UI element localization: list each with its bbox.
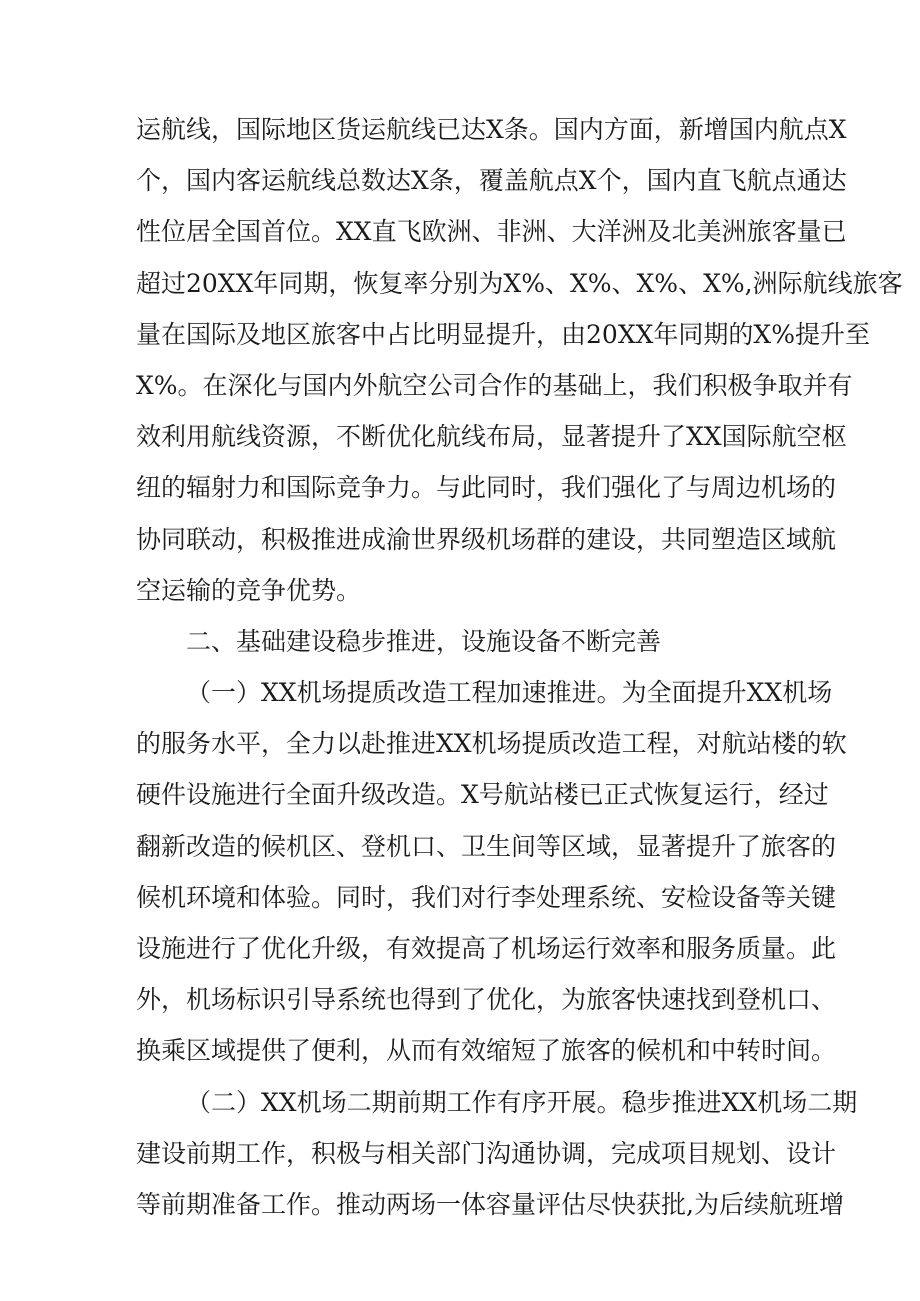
text-line: 的服务水平，全力以赴推进XX机场提质改造工程，对航站楼的软 [136, 729, 847, 759]
section-heading: 二、基础建设稳步推进，设施设备不断完善 [186, 626, 662, 656]
document-body [136, 104, 903, 1230]
text-line: 等前期准备工作。推动两场一体容量评估尽快获批,为后续航班增 [136, 1189, 844, 1219]
text-line: 协同联动，积极推进成渝世界级机场群的建设，共同塑造区域航 [136, 524, 837, 554]
text-line: 效利用航线资源，不断优化航线布局，显著提升了XX国际航空枢 [136, 422, 847, 452]
text-line: 运航线，国际地区货运航线已达X条。国内方面，新增国内航点X [136, 115, 847, 144]
text-line: （一）XX机场提质改造工程加速推进。为全面提升XX机场 [186, 678, 833, 708]
text-line: 性位居全国首位。XX直飞欧洲、非洲、大洋洲及北美洲旅客量已 [136, 217, 847, 247]
text-line: （二）XX机场二期前期工作有序开展。稳步推进XX机场二期 [186, 1087, 858, 1117]
text-line: 纽的辐射力和国际竞争力。与此同时，我们强化了与周边机场的 [136, 473, 837, 503]
text-line: 建设前期工作，积极与相关部门沟通协调，完成项目规划、设计 [136, 1138, 837, 1168]
text-line: 翻新改造的候机区、登机口、卫生间等区域，显著提升了旅客的 [136, 831, 837, 861]
text-line: 设施进行了优化升级，有效提高了机场运行效率和服务质量。此 [136, 934, 837, 963]
text-line: 换乘区域提供了便利，从而有效缩短了旅客的候机和中转时间。 [136, 1036, 837, 1066]
text-line: 硬件设施进行全面升级改造。X号航站楼已正式恢复运行，经过 [136, 780, 829, 810]
text-line: 量在国际及地区旅客中占比明显提升，由20XX年同期的X%提升至 [136, 319, 870, 349]
text-line: 超过20XX年同期，恢复率分别为X%、X%、X%、X%,洲际航线旅客 [136, 268, 903, 298]
text-line: 候机环境和体验。同时，我们对行李处理系统、安检设备等关键 [136, 882, 837, 912]
text-line: 空运输的竞争优势。 [136, 575, 362, 605]
text-line: X%。在深化与国内外航空公司合作的基础上，我们积极争取并有 [136, 370, 853, 400]
text-line: 个，国内客运航线总数达X条，覆盖航点X个，国内直飞航点通达 [136, 166, 847, 196]
text-line: 外，机场标识引导系统也得到了优化，为旅客快速找到登机口、 [136, 985, 837, 1015]
